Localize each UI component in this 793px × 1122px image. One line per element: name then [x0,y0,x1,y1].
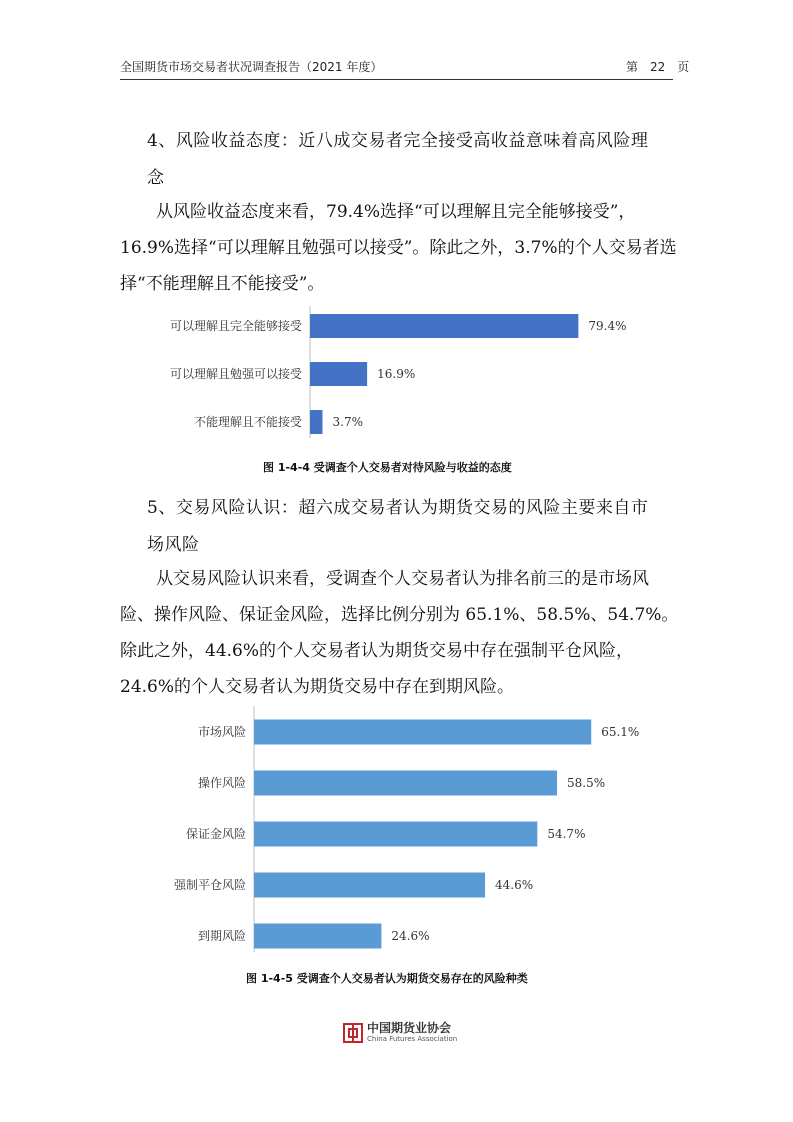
bar-4 [254,924,381,949]
bar-1 [254,771,557,796]
value-label-3: 44.6% [495,878,534,892]
risk-types-chart [120,706,680,956]
association-logo [343,1022,457,1043]
category-label-0: 市场风险 [197,725,246,739]
bar-0 [310,314,578,338]
bar-2 [310,410,323,434]
risk-attitude-chart-svg [120,306,680,446]
page-suffix: 页 [677,60,690,74]
category-label-3: 强制平仓风险 [173,878,246,892]
report-title: 全国期货市场交易者状况调查报告（2021 年度） [120,60,383,74]
header-divider [120,79,673,80]
bar-1 [310,362,367,386]
category-label-2: 保证金风险 [185,827,246,841]
value-label-2: 54.7% [547,827,586,841]
section5-heading-line1: 5、交易风险认识：超六成交易者认为期货交易的风险主要来自市 [147,498,649,518]
page-number: 22 [650,60,666,74]
section4-paragraph-text: 从风险收益态度来看，79.4%选择“可以理解且完全能够接受”，16.9%选择“可以理解且勉强可以接受”。除此之外，3.7%的个人交易者选择“不能理解且不能接受”。 [120,202,677,294]
section5-paragraph [120,561,680,705]
category-label-1: 操作风险 [197,776,246,790]
risk-attitude-chart [120,306,680,446]
page-indicator [620,58,695,75]
category-label-0: 可以理解且完全能够接受 [169,319,302,333]
value-label-0: 79.4% [588,319,627,333]
section5-paragraph-text: 从交易风险认识来看，受调查个人交易者认为排名前三的是市场风险、操作风险、保证金风险，选择比例分别为 65.1%、58.5%、54.7%。除此之外，44.6%的个人交易者认为期货交易中存在强制平仓风险，24.6%的个人交易者认为期货交易中存在到期风险。 [120,569,679,697]
section4-heading-line1: 4、风险收益态度：近八成交易者完全接受高收益意味着高风险理 [147,131,649,151]
logo-mark-icon [343,1023,363,1043]
logo-name-cn: 中国期货业协会 [367,1021,452,1035]
section4-paragraph [120,194,680,302]
page-prefix: 第 [626,60,639,74]
section5-heading-line2: 场风险 [147,535,200,555]
value-label-1: 16.9% [377,367,416,381]
risk-types-chart-svg [120,706,680,956]
category-label-4: 到期风险 [197,929,246,943]
category-label-2: 不能理解且不能接受 [193,415,302,429]
value-label-0: 65.1% [601,725,640,739]
section4-heading-line2: 念 [147,168,165,188]
bar-0 [254,720,591,745]
value-label-4: 24.6% [391,929,430,943]
bar-2 [254,822,537,847]
chart2-caption: 图 1-4-5 受调查个人交易者认为期货交易存在的风险种类 [246,972,528,985]
bar-3 [254,873,485,898]
logo-name-en: China Futures Association [367,1035,458,1043]
value-label-2: 3.7% [332,415,364,429]
category-label-1: 可以理解且勉强可以接受 [169,367,302,381]
value-label-1: 58.5% [567,776,606,790]
chart1-caption: 图 1-4-4 受调查个人交易者对待风险与收益的态度 [263,461,512,474]
